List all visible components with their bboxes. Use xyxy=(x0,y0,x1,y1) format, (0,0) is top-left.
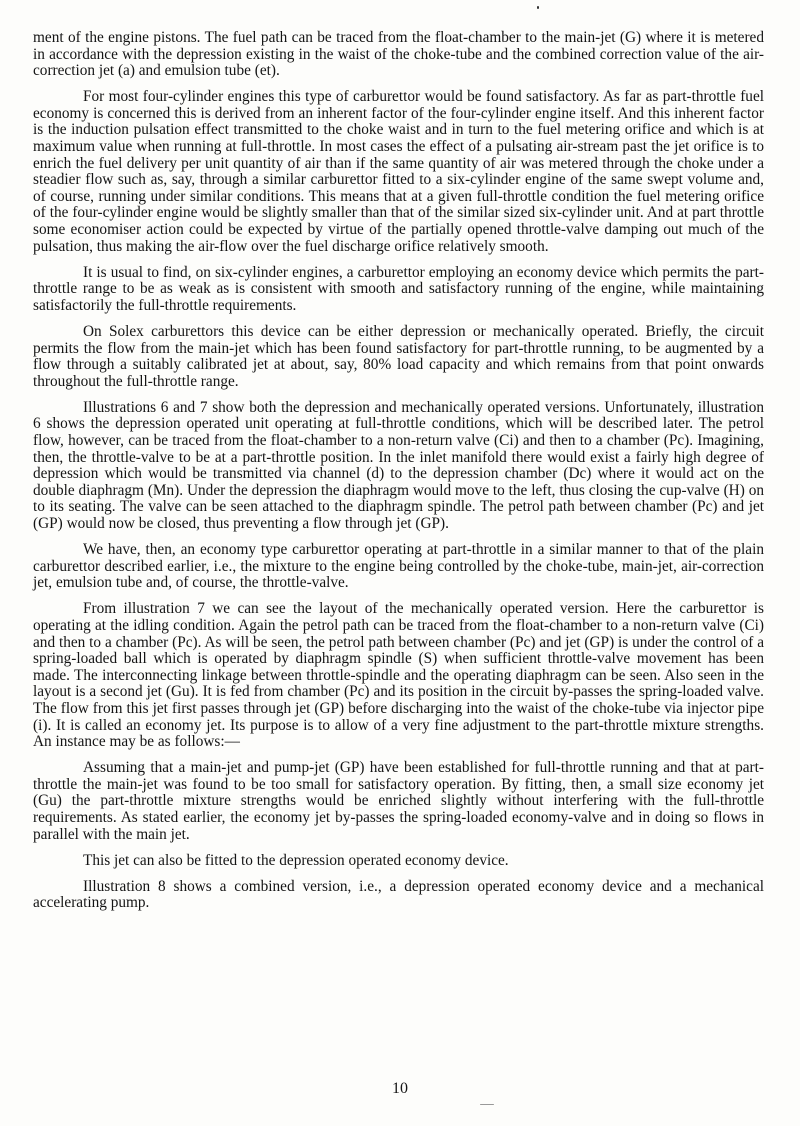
page-number: 10 xyxy=(392,1080,408,1097)
paragraph: It is usual to find, on six-cylinder engines, a carburettor employing an economy device which permits the part-throttle range to be as weak as is consistent with smooth and satisfactory running of the engine, while maintaining satisfactorily the full-throttle requirements. xyxy=(33,263,764,314)
document-body xyxy=(33,30,764,922)
paragraph: Assuming that a main-jet and pump-jet (GP) have been established for full-throttle running and that at part-throttle the main-jet was found to be too small for satisfactory operation. By fitting, then, a small size economy jet (Gu) the part-throttle mixture strengths would be enriched slightly without interfering with the full-throttle requirements. As stated earlier, the economy jet by-passes the spring-loaded economy-valve and in doing so flows in parallel with the main jet. xyxy=(33,759,764,843)
paragraph: ment of the engine pistons. The fuel path can be traced from the float-chamber to the main-jet (G) where it is metered in accordance with the depression existing in the waist of the choke-tube and the combined correction value of the air-correction jet (a) and emulsion tube (et). xyxy=(33,29,764,80)
scan-speck xyxy=(537,6,539,9)
paragraph: On Solex carburettors this device can be either depression or mechanically operated. Briefly, the circuit permits the flow from the main-jet which has been found satisfactory for part-throttle running, to be augmented by a flow through a suitably calibrated jet at about, say, 80% load capacity and which remains from that point onwards throughout the full-throttle range. xyxy=(33,323,764,390)
paragraph: Illustrations 6 and 7 show both the depression and mechanically operated versions. Unfortunately, illustration 6 shows the depression operated unit operating at full-throttle conditions, which will be described later. The petrol flow, however, can be traced from the float-chamber to a non-return valve (Ci) and then to a chamber (Pc). Imagining, then, the throttle-valve to be at a part-throttle position. In the inlet manifold there would exist a fairly high degree of depression which would be transmitted via channel (d) to the depression chamber (Dc) where it would act on the double diaphragm (Mn). Under the depression the diaphragm would move to the left, thus closing the cup-valve (H) on to its seating. The valve can be seen attached to the diaphragm spindle. The petrol path between chamber (Pc) and jet (GP) would now be closed, thus preventing a flow through jet (GP). xyxy=(33,398,764,533)
paragraph: For most four-cylinder engines this type of carburettor would be found satisfactory. As far as part-throttle fuel economy is concerned this is derived from an inherent factor of the four-cylinder engine itself. And this inherent factor is the induction pulsation effect transmitted to the choke waist and in turn to the fuel metering orifice and which is at maximum value when running at full-throttle. In most cases the effect of a pulsating air-stream past the jet orifice is to enrich the fuel delivery per unit quantity of air than if the same quantity of air was metered through the choke under a steadier flow such as, say, through a similar carburettor fitted to a six-cylinder engine of the same swept volume and, of course, running under similar conditions. This means that at a given full-throttle condition the fuel metering orifice of the four-cylinder engine would be slightly smaller than that of the similar sized six-cylinder unit. And at part throttle some economiser action could be expected by virtue of the partially opened throttle-valve damping out much of the pulsation, thus making the air-flow over the fuel discharge orifice relatively smooth. xyxy=(33,88,764,255)
paragraph: From illustration 7 we can see the layout of the mechanically operated version. Here the carburettor is operating at the idling condition. Again the petrol path can be traced from the float-chamber to a non-return valve (Ci) and then to a chamber (Pc). As will be seen, the petrol path between chamber (Pc) and jet (GP) is under the control of a spring-loaded ball which is operated by diaphragm spindle (S) when sufficient throttle-valve movement has been made. The interconnecting linkage between throttle-spindle and the operating diaphragm can be seen. Also seen in the layout is a second jet (Gu). It is fed from chamber (Pc) and its position in the circuit by-passes the spring-loaded valve. The flow from this jet first passes through jet (GP) before discharging into the waist of the choke-tube via injector pipe (i). It is called an economy jet. Its purpose is to allow of a very fine adjustment to the part-throttle mixture strengths. An instance may be as follows:— xyxy=(33,600,764,751)
scan-speck xyxy=(480,1104,494,1105)
paragraph: Illustration 8 shows a combined version, i.e., a depression operated economy device and a mechanical accelerating pump. xyxy=(33,877,764,912)
paragraph: We have, then, an economy type carburettor operating at part-throttle in a similar manner to that of the plain carburettor described earlier, i.e., the mixture to the engine being controlled by the choke-tube, main-jet, air-correction jet, emulsion tube and, of course, the throttle-valve. xyxy=(33,541,764,592)
paragraph: This jet can also be fitted to the depression operated economy device. xyxy=(83,851,509,869)
